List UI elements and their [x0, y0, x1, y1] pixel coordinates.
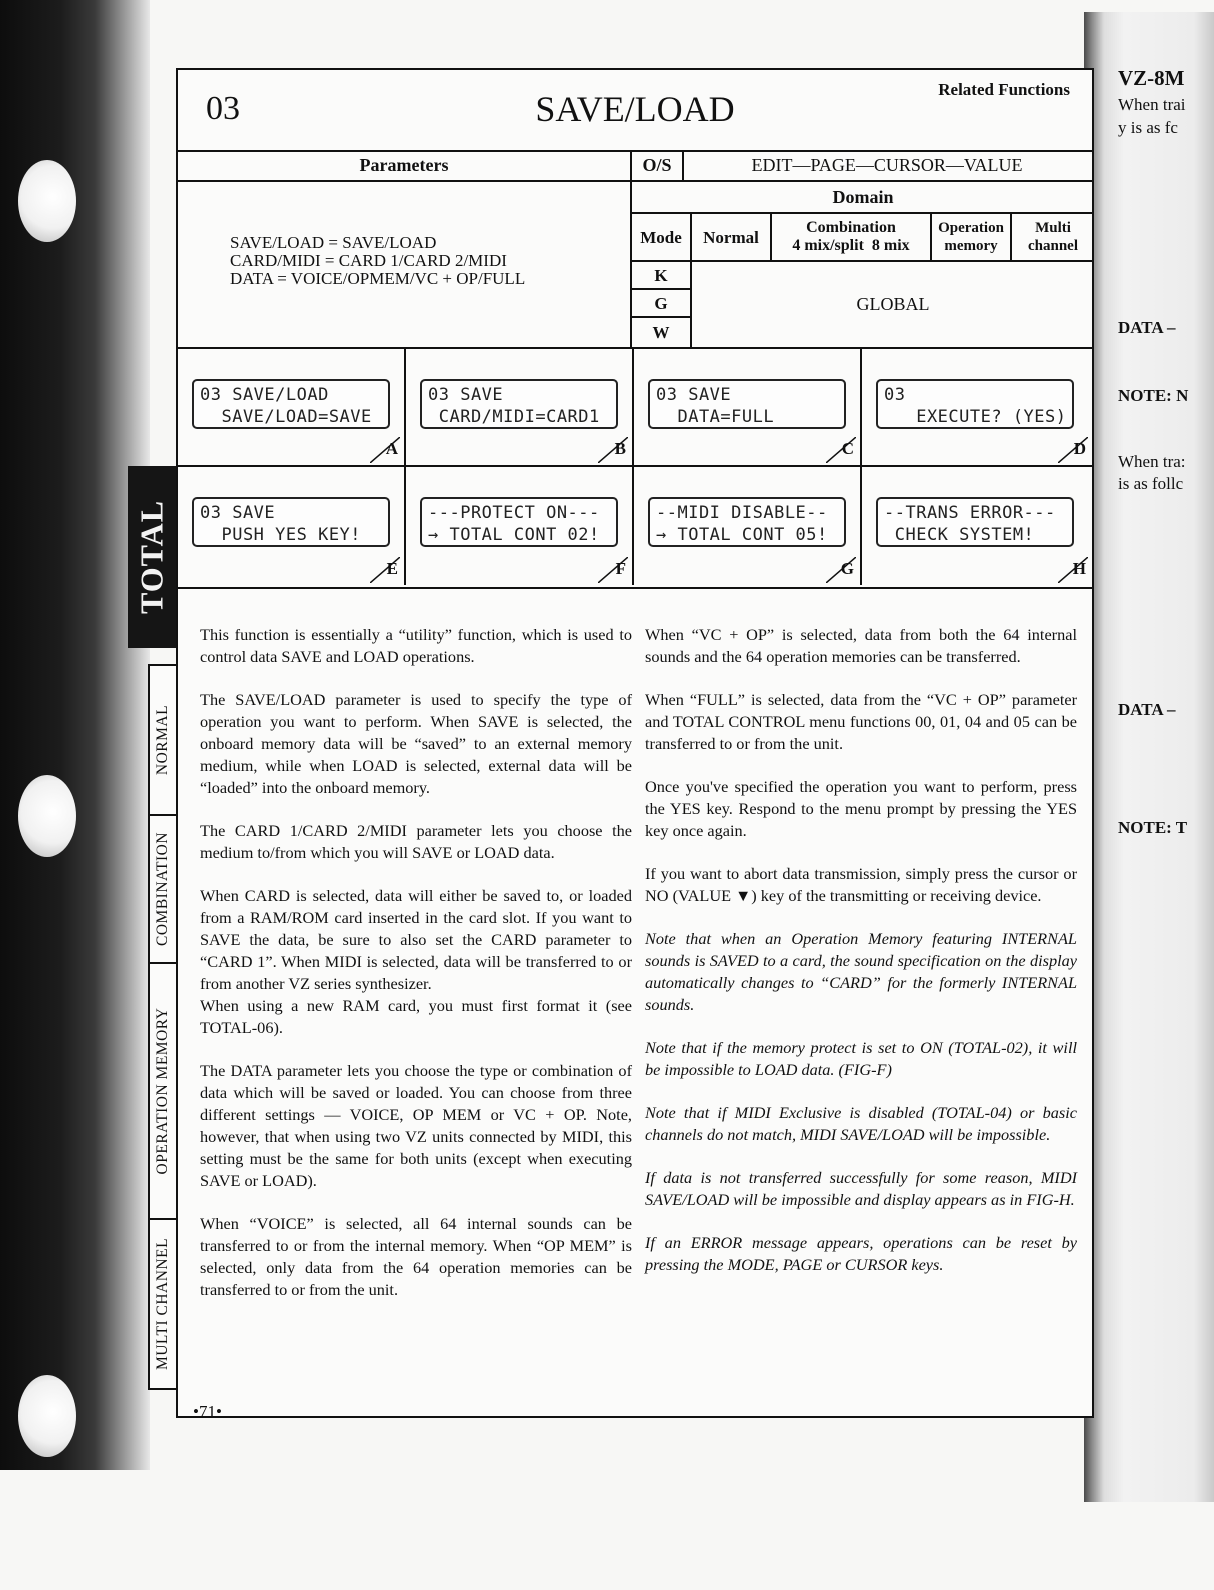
lcd-line: CHECK SYSTEM!: [884, 525, 1035, 545]
function-title: SAVE/LOAD: [535, 89, 735, 129]
display-figure-e: [178, 467, 406, 585]
domain-row-w: W: [632, 318, 692, 347]
binder-hole: [18, 775, 76, 857]
display-figure-h: [862, 467, 1092, 585]
body-paragraph: The SAVE/LOAD parameter is used to specify the type of operation you want to perform. When SAVE is selected, the onboard memory data will be “saved” to an external memory medium, while when LOAD is selected, external data will be “loaded” into the onboard memory.: [200, 690, 632, 797]
edit-path: EDIT—PAGE—CURSOR—VALUE: [751, 155, 1023, 175]
lcd-line: → TOTAL CONT 02!: [428, 525, 600, 545]
next-page-text: NOTE: T: [1118, 818, 1188, 837]
body-left-column: [200, 624, 632, 1322]
figure-label: E: [386, 559, 398, 578]
lcd-line: 03 SAVE/LOAD: [200, 385, 329, 405]
page-number: •71•: [193, 1402, 222, 1421]
domain-multi-channel: [1012, 214, 1094, 262]
function-header: [178, 68, 1092, 152]
body-paragraph: This function is essentially a “utility” function, which is used to control data SAVE and LOAD operations.: [200, 625, 632, 666]
lcd-screen: [192, 497, 390, 547]
parameter-line: DATA = VOICE/OPMEM/VC + OP/FULL: [230, 269, 526, 288]
display-figure-d: [862, 349, 1092, 467]
lcd-line: DATA=FULL: [656, 407, 775, 427]
domain-combination: [772, 214, 932, 262]
body-paragraph: When using a new RAM card, you must first format it (see TOTAL-06).: [200, 996, 632, 1037]
lcd-screen: [648, 497, 846, 547]
tab-total-label: TOTAL: [133, 499, 170, 615]
figure-label: C: [841, 439, 854, 458]
lcd-screen: [192, 379, 390, 429]
next-page-text: DATA –: [1118, 700, 1176, 719]
lcd-line: 03: [884, 385, 906, 405]
domain-heading: Domain: [632, 180, 1094, 214]
tab-normal: [148, 664, 176, 814]
display-figure-a: [178, 349, 406, 467]
domain-row-k: K: [632, 262, 692, 290]
tab-multi-channel: [148, 1218, 176, 1390]
next-page-model: VZ-8M: [1118, 66, 1185, 90]
next-page-text: DATA –: [1118, 318, 1176, 337]
italic-note: Note that if MIDI Exclusive is disabled (TOTAL-04) or basic channels do not match, MIDI SAVE/LOAD will be impossible.: [645, 1103, 1077, 1144]
domain-table: [630, 180, 1094, 347]
parameter-line: CARD/MIDI = CARD 1/CARD 2/MIDI: [230, 251, 507, 270]
body-right-column: [645, 624, 1077, 1297]
next-page-text: y is as fc: [1118, 118, 1178, 137]
domain-operation-memory: [932, 214, 1012, 262]
next-page-text: NOTE: N: [1118, 386, 1189, 405]
lcd-line: --MIDI DISABLE--: [656, 503, 828, 523]
body-paragraph: When “VOICE” is selected, all 64 internal sounds can be transferred to or from the internal memory. When “OP MEM” is selected, only data from the 64 operation memories can be transferred to or from the unit.: [200, 1214, 632, 1299]
display-figure-c: [634, 349, 862, 467]
tab-operation-memory: [148, 962, 176, 1218]
domain-global: GLOBAL: [856, 294, 930, 314]
body-paragraph: If you want to abort data transmission, simply press the cursor or NO (VALUE ▼) key of the transmitting or receiving device.: [645, 864, 1077, 905]
italic-note: If an ERROR message appears, operations can be reset by pressing the MODE, PAGE or CURSOR keys.: [645, 1233, 1077, 1274]
manual-page: [176, 68, 1094, 1418]
tab-operation-memory-label: OPERATION MEMORY: [154, 1007, 171, 1175]
domain-row-g: G: [632, 290, 692, 318]
domain-memory-label: memory: [944, 238, 998, 254]
parameter-list: [230, 234, 525, 288]
tab-total: [128, 466, 176, 648]
binder-hole: [18, 1375, 76, 1457]
lcd-line: 03 SAVE: [656, 385, 732, 405]
body-paragraph: The CARD 1/CARD 2/MIDI parameter lets you choose the medium to/from which you will SAVE or LOAD data.: [200, 821, 632, 862]
figure-label: H: [1072, 559, 1086, 578]
parameters-row: [178, 150, 1092, 182]
lcd-line: ---PROTECT ON---: [428, 503, 600, 523]
body-paragraph: When CARD is selected, data will either be saved to, or loaded from a RAM/ROM card inserted in the card slot. If you want to SAVE the data, be sure to also set the CARD parameter to “CARD 1”. When MIDI is selected, data will be transferred to or from another VZ series synthesizer.: [200, 886, 632, 993]
body-paragraph: The DATA parameter lets you choose the type or combination of data which will be saved or loaded. You can choose from three different settings — VOICE, OP MEM or VC + OP. Note, however, that when using two VZ units connected by MIDI, this setting must be the same for both units (except when executing SAVE or LOAD).: [200, 1061, 632, 1190]
display-figures: [178, 347, 1092, 589]
domain-mode: Mode: [632, 214, 692, 262]
domain-channel-label: channel: [1027, 238, 1078, 254]
lcd-screen: [420, 497, 618, 547]
related-functions-label: Related Functions: [938, 80, 1070, 99]
lcd-line: → TOTAL CONT 05!: [656, 525, 828, 545]
lcd-screen: [876, 497, 1074, 547]
parameters-heading: Parameters: [359, 155, 449, 175]
next-page-text: When trai: [1118, 95, 1186, 114]
figure-label: G: [840, 559, 854, 578]
lcd-line: 03 SAVE: [200, 503, 276, 523]
parameter-line: SAVE/LOAD = SAVE/LOAD: [230, 233, 437, 252]
figure-label: B: [614, 439, 626, 458]
lcd-screen: [876, 379, 1074, 429]
tab-combination-label: COMBINATION: [154, 832, 171, 946]
figure-label: A: [385, 439, 398, 458]
os-label: O/S: [630, 150, 684, 180]
lcd-line: 03 SAVE: [428, 385, 504, 405]
binder-hole: [18, 160, 76, 242]
body-paragraph: Once you've specified the operation you want to perform, press the YES key. Respond to the menu prompt by pressing the YES key once again.: [645, 777, 1077, 840]
lcd-line: SAVE/LOAD=SAVE: [200, 407, 372, 427]
lcd-screen: [420, 379, 618, 429]
domain-multi-label: Multi: [1035, 220, 1071, 236]
italic-note: If data is not transferred successfully for some reason, MIDI SAVE/LOAD will be impossible and display appears as in FIG-H.: [645, 1168, 1077, 1209]
next-page-text: is as follc: [1118, 474, 1184, 493]
tab-combination: [148, 814, 176, 962]
tab-multi-channel-label: MULTI CHANNEL: [154, 1237, 171, 1371]
lcd-line: --TRANS ERROR---: [884, 503, 1056, 523]
domain-operation-label: Operation: [938, 220, 1004, 236]
italic-note: Note that if the memory protect is set to ON (TOTAL-02), it will be impossible to LOAD data. (FIG-F): [645, 1038, 1077, 1079]
lcd-line: PUSH YES KEY!: [200, 525, 362, 545]
domain-combination-label: Combination: [806, 219, 896, 236]
italic-note: Note that when an Operation Memory featuring INTERNAL sounds is SAVED to a card, the sound specification on the display automatically changes to “CARD” for the formerly INTERNAL sounds.: [645, 929, 1077, 1014]
tab-normal-label: NORMAL: [154, 704, 171, 776]
body-paragraph: When “FULL” is selected, data from the “VC + OP” parameter and TOTAL CONTROL menu functions 00, 01, 04 and 05 can be transferred to or from the unit.: [645, 690, 1077, 753]
figure-label: F: [615, 559, 626, 578]
display-figure-b: [406, 349, 634, 467]
function-number: 03: [206, 90, 240, 127]
display-figure-g: [634, 467, 862, 585]
next-page-edge: [1084, 12, 1214, 1502]
next-page-text: When tra:: [1118, 452, 1186, 471]
display-figure-f: [406, 467, 634, 585]
figure-label: D: [1073, 439, 1086, 458]
lcd-line: EXECUTE? (YES): [884, 407, 1067, 427]
domain-combination-sub: 4 mix/split 8 mix: [792, 237, 910, 254]
lcd-line: CARD/MIDI=CARD1: [428, 407, 600, 427]
lcd-screen: [648, 379, 846, 429]
domain-normal: Normal: [692, 214, 772, 262]
body-paragraph: When “VC + OP” is selected, data from both the 64 internal sounds and the 64 operation memories can be transferred.: [645, 625, 1077, 666]
